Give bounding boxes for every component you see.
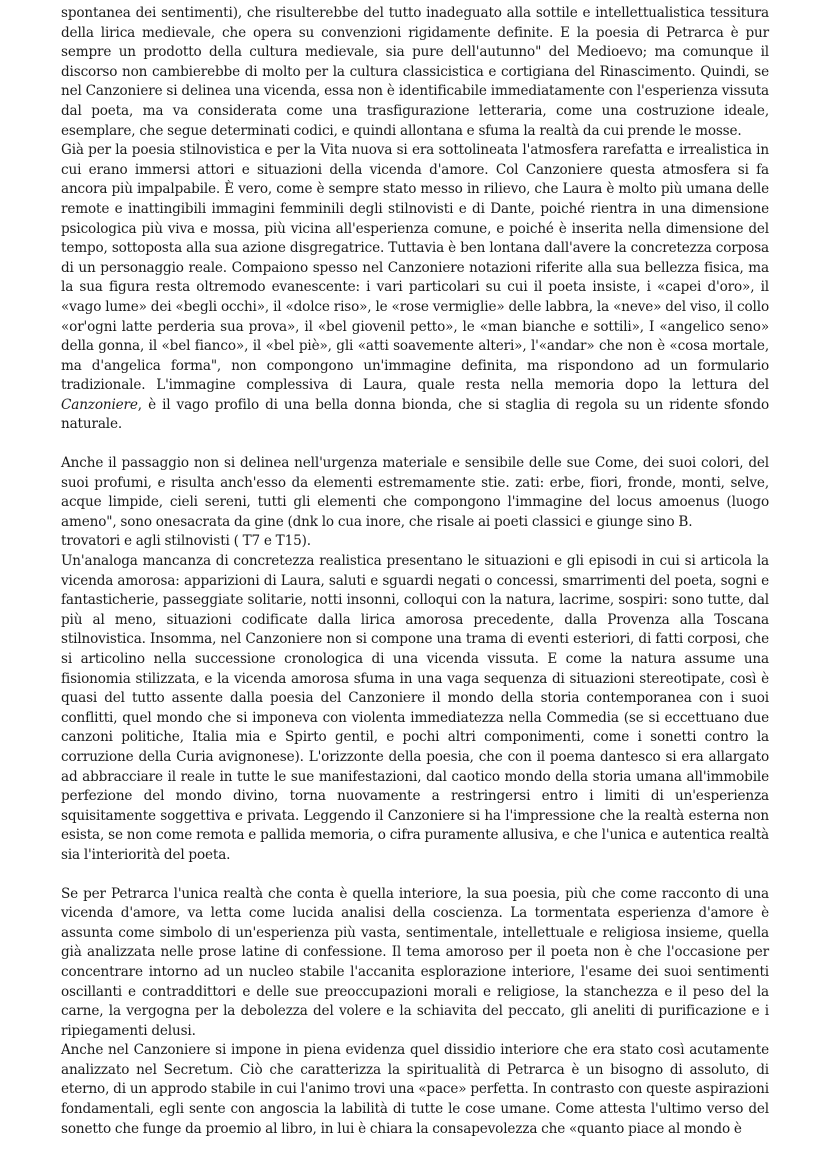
paragraph-6: Anche nel Canzoniere si impone in piena evidenza quel dissidio interiore che era stato così acutamente analizzato nel Secretum. Ciò che caratterizza la spiritualità di Petrarca è un bisogno di assoluto, di eterno, di un approdo stabile in cui l'animo trovi una «pace» perfetta. In contrasto con queste aspirazioni fondamentali, egli sente con angoscia la labilità di tutte le cose umane. Come attesta l'ultimo verso del sonetto che funge da proemio al libro, in lui è chiara la consapevolezza che «quanto piace al mondo è (61, 1042, 769, 1137)
paragraph-1: spontanea dei sentimenti), che risulterebbe del tutto inadeguato alla sottile e intellettualistica tessitura della lirica medievale, che opera su convenzioni rigidamente definite. E la poesia di Petrarca è pur sempre un prodotto della cultura medievale, sia pure dell'autunno" del Medioevo; ma comunque il discorso non cambierebbe di molto per la cultura classicistica e cortigiana del Rinascimento. Quindi, se nel Canzoniere si delinea una vicenda, essa non è identificabile immediatamente con l'esperienza vissuta dal poeta, ma va considerata come una trasfigurazione letteraria, come una costruzione ideale, esemplare, che segue determinati codici, e quindi allontana e sfuma la realtà da cui prende le mosse. (61, 5, 769, 139)
paragraph-3-continuation: trovatori e agli stilnovisti ( T7 e T15). (61, 533, 311, 550)
paragraph-2-text-b: , è il vago profilo di una bella donna bionda, che si staglia di regola su un ridente sfondo naturale. (61, 396, 769, 433)
paragraph-4: Un'analoga mancanza di concretezza realistica presentano le situazioni e gli episodi in cui si articola la vicenda amorosa: apparizioni di Laura, saluti e sguardi negati o concessi, smarrimenti del poeta, sogni e fantasticherie, passeggiate solitarie, notti insonni, colloqui con la natura, lacrime, sospiri: sono tutte, dal più al meno, situazioni codificate dalla lirica amorosa precedente, dalla Provenza alla Toscana stilnovistica. Insomma, nel Canzoniere non si compone una trama di eventi esteriori, di fatti corposi, che si articolino nella successione cronologica di una vicenda vissuta. E come la natura assume una fisionomia stilizzata, e la vicenda amorosa sfuma in una vaga sequenza di situazioni stereotipate, così è quasi del tutto assente dalla poesia del Canzoniere il mondo della storia contemporanea con i suoi conflitti, quel mondo che si imponeva con violenta immediatezza nella Commedia (se si eccettuano due canzoni politiche, Italia mia e Spirto gentil, e pochi altri componimenti, come i sonetti contro la corruzione della Curia avignonese). L'orizzonte della poesia, che con il poema dantesco si era allargato ad abbracciare il reale in tutte le sue manifestazioni, dal caotico mondo della storia umana all'immobile perfezione del mondo divino, torna nuovamente a restringersi entro i limiti di un'esperienza squisitamente soggettiva e privata. Leggendo il Canzoniere si ha l'impressione che la realtà esterna non esista, se non come remota e pallida memoria, o cifra puramente allusiva, e che l'unica e autentica realtà sia l'interiorità del poeta. (61, 553, 769, 863)
paragraph-2-text-a: Già per la poesia stilnovistica e per la Vita nuova si era sottolineata l'atmosfera rarefatta e irrealistica in cui erano immersi attori e situazioni della vicenda d'amore. Col Canzoniere questa atmosfera si fa ancora più impalpabile. È vero, come è sempre stato messo in rilievo, che Laura è molto più umana delle remote e inattingibili immagini femminili degli stilnovisti e di Dante, poiché rientra in una dimensione psicologica più viva e mossa, più vicina all'esperienza comune, e poiché è inserita nella dimensione del tempo, sottoposta alla sua azione disgregatrice. Tuttavia è ben lontana dall'avere la concretezza corposa di un personaggio reale. Compaiono spesso nel Canzoniere notazioni riferite alla sua bellezza fisica, ma la sua figura resta oltremodo evanescente: i vari particolari su cui il poeta insiste, i «capei d'oro», il «vago lume» dei «begli occhi», il «dolce riso», le «rose vermiglie» delle labbra, la «neve» del viso, il collo «or'ogni latte perderia sua prova», il «bel giovenil petto», le «man bianche e sottili», I «angelico seno» della gonna, il «bel fianco», il «bel piè», gli «atti soavemente alteri», l'«andar» che non è «cosa mortale, ma d'angelica forma", non compongono un'immagine definita, ma rispondono ad un formulario tradizionale. L'immagine complessiva di Laura, quale resta nella memoria dopo la lettura del (61, 142, 769, 394)
paragraph-5: Se per Petrarca l'unica realtà che conta è quella interiore, la sua poesia, più che come racconto di una vicenda d'amore, va letta come lucida analisi della coscienza. La tormentata esperienza d'amore è assunta come simbolo di un'esperienza più vasta, sentimentale, intellettuale e religiosa insieme, quella già analizzata nelle prose latine di confessione. Il tema amoroso per il poeta non è che l'occasione per concentrare intorno ad un nucleo stabile l'accanita esplorazione interiore, l'esame dei suoi sentimenti oscillanti e contraddittori e delle sue preoccupazioni morali e religiose, la stanchezza e il peso del la carne, la vergogna per la debolezza del volere e la schiavita del peccato, gli aneliti di purificazione e i ripiegamenti delusi. (61, 885, 769, 1039)
document-page (61, 4, 769, 1139)
paragraph-3: Anche il passaggio non si delinea nell'urgenza materiale e sensibile delle sue Come, dei suoi colori, del suoi profumi, e risulta anch'esso da elementi estremamente stie. zati: erbe, fiori, fronde, monti, selve, acque limpide, cieli sereni, tutti gli elementi che compongono l'immagine del locus amoenus (luogo ameno", sono onesacrata da gine (dnk lo cua inore, che risale ai poeti classici e giunge sino B. (61, 455, 769, 530)
paragraph-2 (61, 141, 769, 435)
italic-title-canzoniere: Canzoniere (61, 396, 138, 413)
